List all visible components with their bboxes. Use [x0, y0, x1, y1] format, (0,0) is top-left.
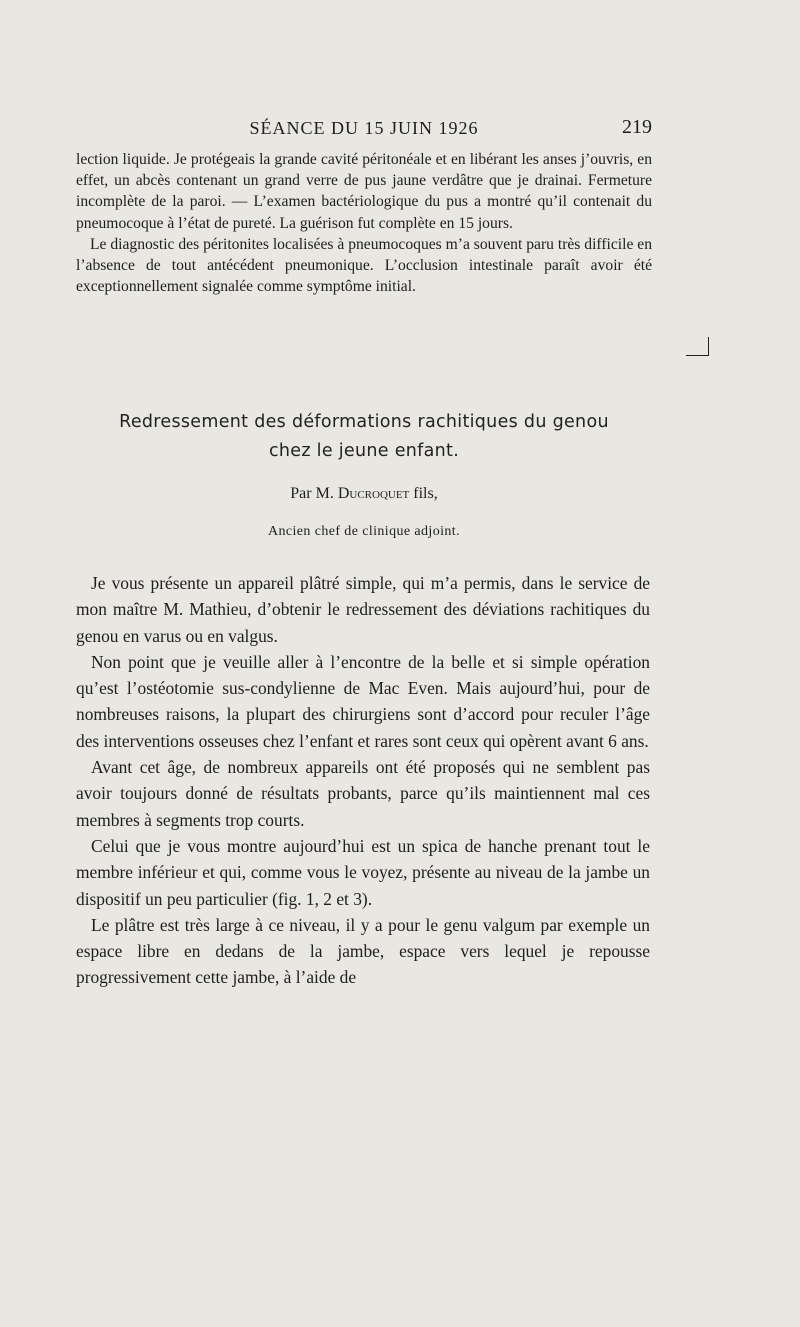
running-title: SÉANCE DU 15 JUIN 1926 — [249, 118, 479, 138]
author-suffix: fils, — [413, 485, 438, 502]
article-title — [76, 408, 652, 466]
author-affiliation: Ancien chef de clinique adjoint. — [267, 524, 460, 539]
body-paragraph-2: Non point que je veuille aller à l’encontre de la belle et si simple opération qu’est l’ostéotomie sus-condylienne de Mac Even. Mais aujourd’hui, pour de nombreuses raisons, la plupart des chirurgiens sont d’accord pour reculer l’âge des interventions osseuses chez l’enfant et rares sont ceux qui opèrent avant 6 ans. — [76, 651, 650, 751]
page-header — [76, 116, 652, 144]
article-title-line-1: Redressement des déformations rachitiques du genou — [119, 412, 609, 432]
body-paragraph-1: Je vous présente un appareil plâtré simple, qui m’a permis, dans le service de mon maître M. Mathieu, d’obtenir le redressement des déviations rachitiques du genou en varus ou en valgus. — [76, 573, 650, 646]
page-number: 219 — [622, 116, 652, 138]
continued-paragraph-1: lection liquide. Je protégeais la grande cavité péritonéale et en libérant les anses j’ouvris, en effet, un abcès contenant un grand verre de pus jaune verdâtre que je drainai. Fermeture incomplète de la paroi. — L’examen bactériologique du pus a montré qu’il contenait du pneumocoque à l’état de pureté. La guérison fut complète en 15 jours. — [76, 151, 652, 232]
margin-mark — [686, 337, 709, 356]
author-name: Ducroquet — [337, 485, 410, 502]
body-paragraph-4: Celui que je vous montre aujourd’hui est un spica de hanche prenant tout le membre inférieur et qui, comme vous le voyez, présente au niveau de la jambe un dispositif un peu particulier (fig. 1, 2 et 3). — [76, 835, 650, 909]
body-paragraph-5: Le plâtre est très large à ce niveau, il y a pour le genu valgum par exemple un espace libre en dedans de la jambe, espace vers lequel je repousse progressivement cette jambe, à l’aide de — [76, 914, 650, 988]
author-line — [76, 485, 652, 503]
body-paragraph-3: Avant cet âge, de nombreux appareils ont été proposés qui ne semblent pas avoir toujours donné de résultats probants, parce qu’ils maintiennent mal ces membres à segments trop courts. — [76, 757, 650, 830]
continued-text — [76, 149, 652, 297]
continued-paragraph-2: Le diagnostic des péritonites localisées à pneumocoques m’a souvent paru très difficile en l’absence de tout antécédent pneumonique. L’occlusion intestinale paraît avoir été exceptionnellement signalée comme symptôme initial. — [76, 235, 652, 296]
author-prefix: Par M. — [290, 485, 334, 502]
article-title-line-2: chez le jeune enfant. — [268, 441, 460, 461]
article-body — [76, 570, 650, 991]
